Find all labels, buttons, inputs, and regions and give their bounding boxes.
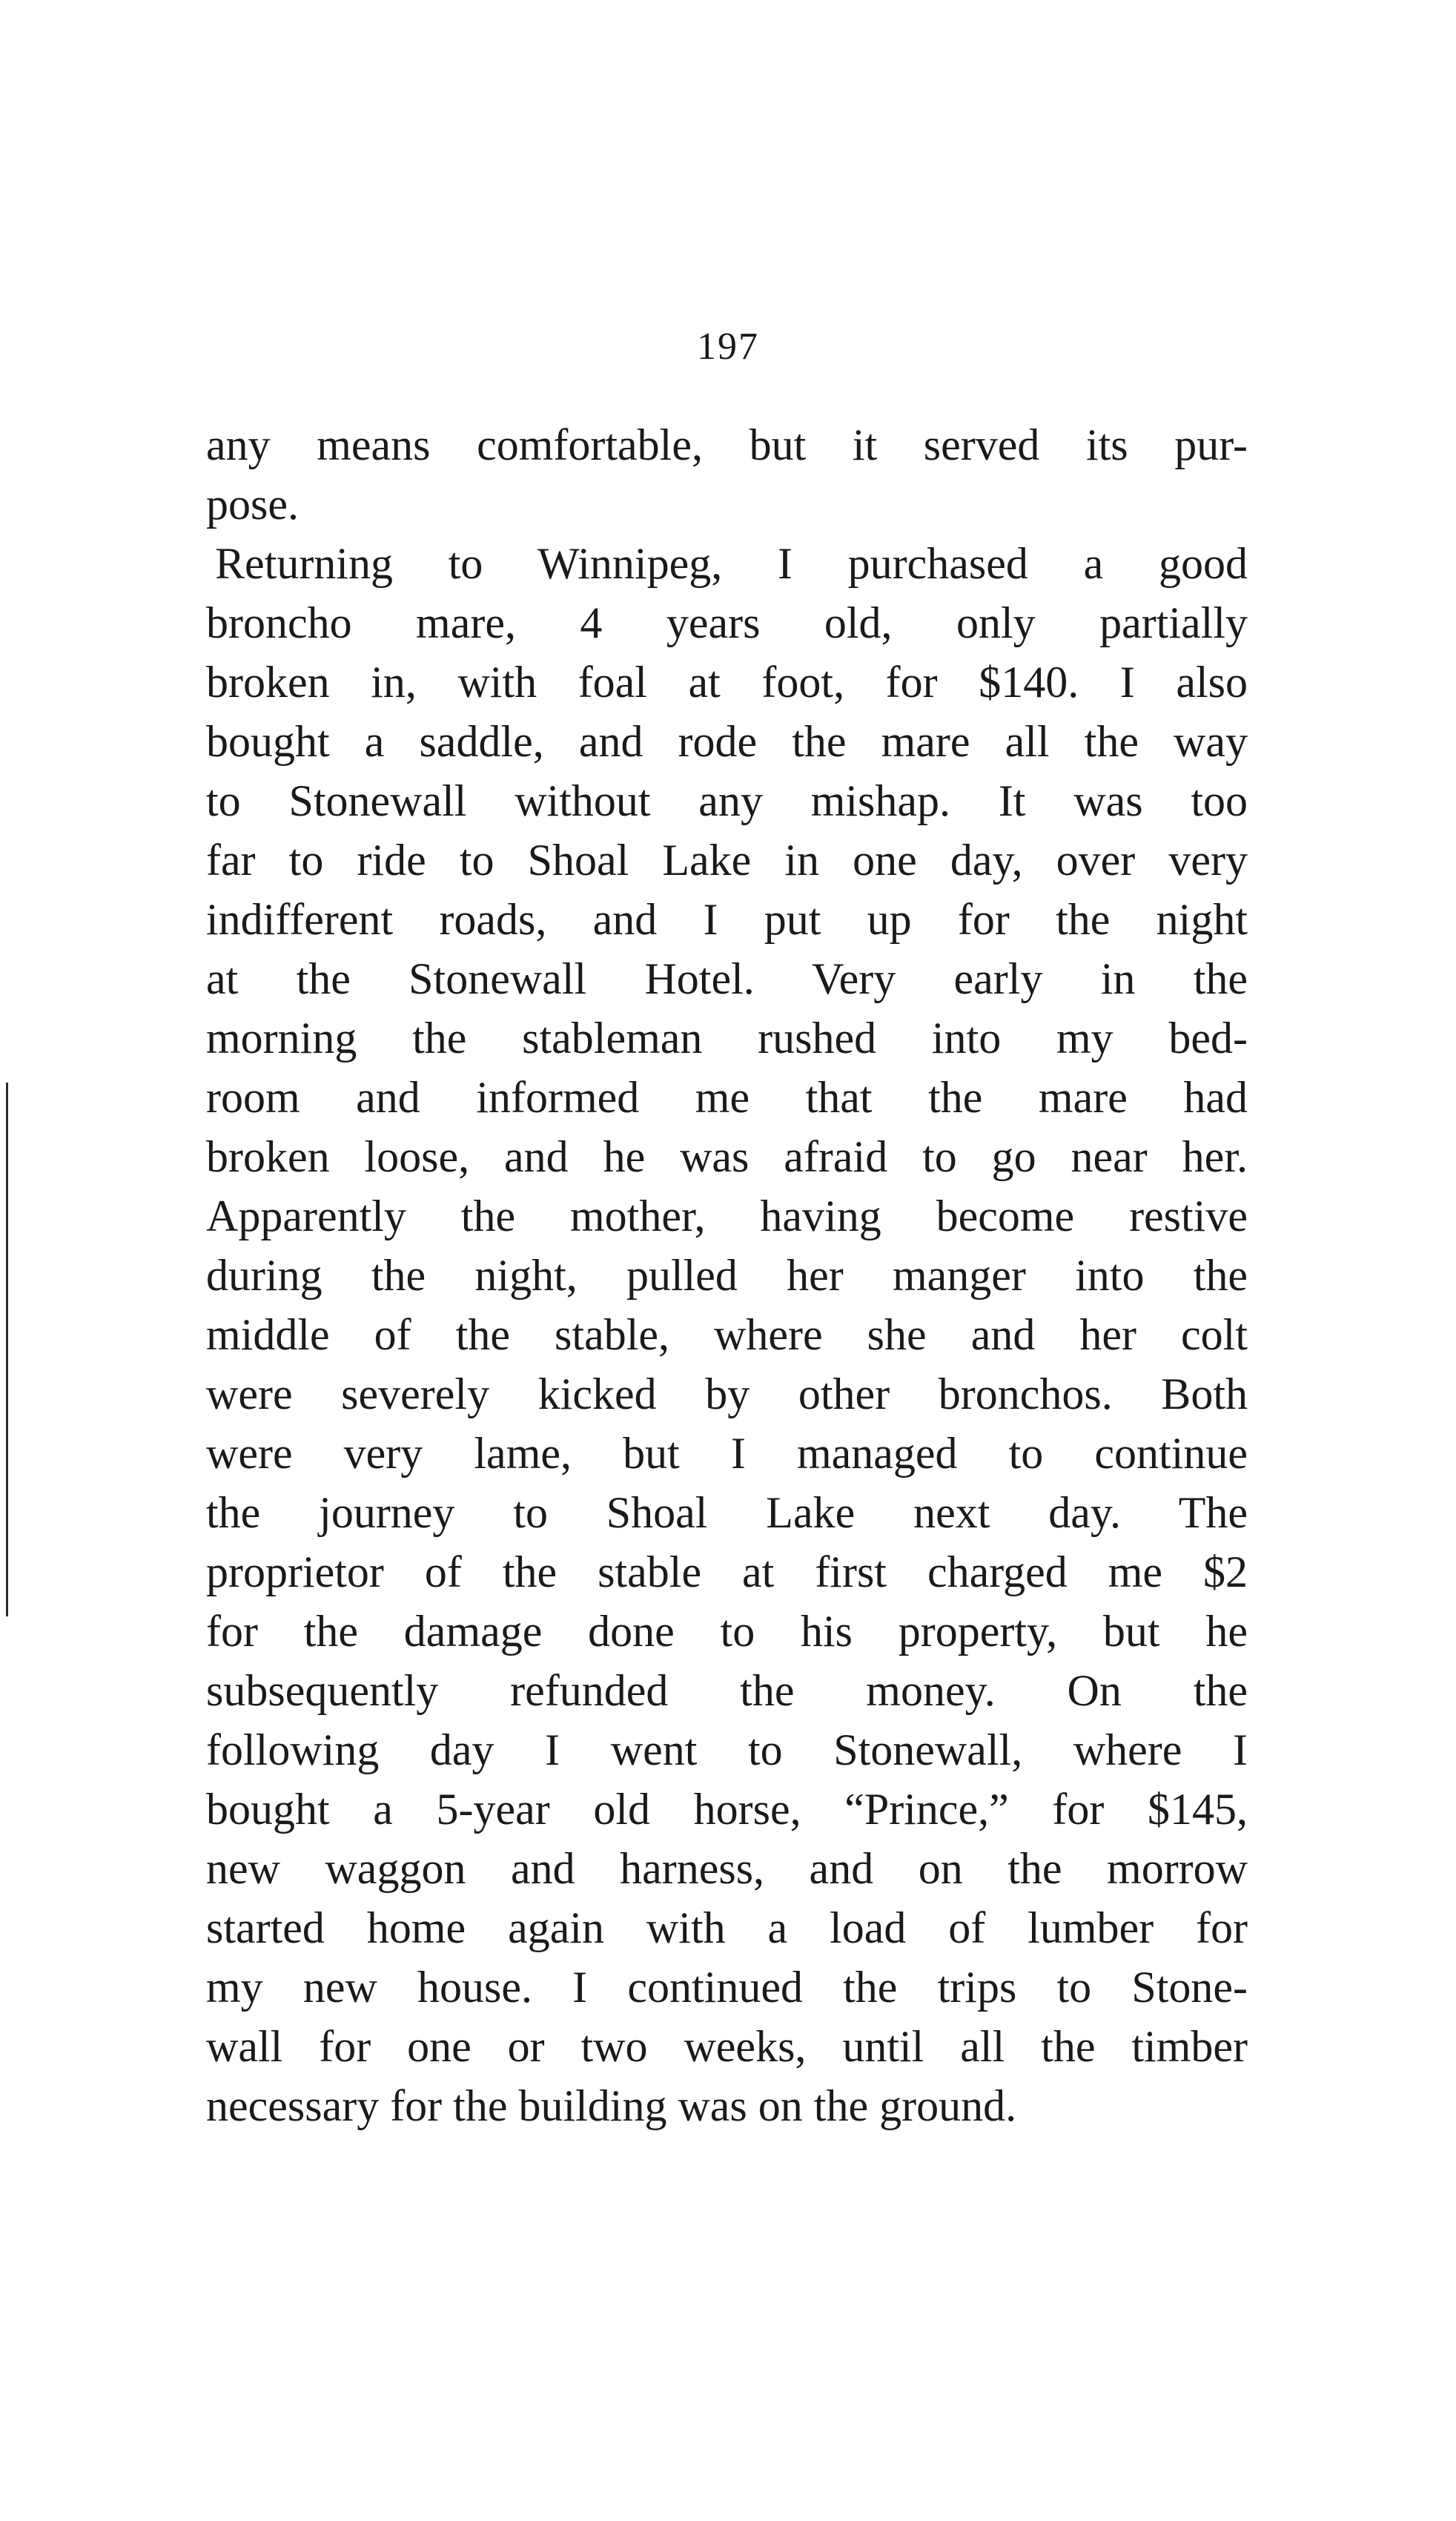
text-line: subsequently refunded the money. On the (206, 1666, 1248, 1715)
text-line: bought a 5-year old horse, “Prince,” for $145, (206, 1785, 1248, 1834)
text-line: broken in, with foal at foot, for $140. I also (206, 658, 1248, 707)
text-line: to Stonewall without any mishap. It was too (206, 776, 1248, 825)
text-line: any means comfortable, but it served its pur- (206, 420, 1248, 469)
text-line: at the Stonewall Hotel. Very early in the (206, 954, 1248, 1003)
text-line: during the night, pulled her manger into the (206, 1251, 1248, 1300)
text-line: for the damage done to his property, but he (206, 1607, 1248, 1656)
text-line: started home again with a load of lumber for (206, 1903, 1248, 1952)
scan-margin-line (6, 1083, 8, 1616)
text-line: my new house. I continued the trips to Stone- (206, 1963, 1248, 2012)
text-line: the journey to Shoal Lake next day. The (206, 1488, 1248, 1537)
text-line: proprietor of the stable at first charged me $2 (206, 1547, 1248, 1596)
text-line: far to ride to Shoal Lake in one day, over very (206, 836, 1248, 885)
text-line: were severely kicked by other bronchos. Both (206, 1369, 1248, 1418)
text-line: room and informed me that the mare had (206, 1073, 1248, 1122)
text-line: indifferent roads, and I put up for the night (206, 895, 1248, 944)
text-line: necessary for the building was on the ground. (206, 2081, 1017, 2130)
text-line: wall for one or two weeks, until all the timber (206, 2022, 1248, 2071)
text-line: following day I went to Stonewall, where I (206, 1725, 1248, 1774)
text-line: middle of the stable, where she and her colt (206, 1310, 1248, 1359)
text-line: broncho mare, 4 years old, only partially (206, 598, 1248, 647)
text-line: new waggon and harness, and on the morrow (206, 1844, 1248, 1893)
text-line: Returning to Winnipeg, I purchased a good (215, 539, 1248, 588)
text-line: broken loose, and he was afraid to go near her. (206, 1132, 1248, 1181)
page-number: 197 (697, 326, 759, 368)
text-line: bought a saddle, and rode the mare all the way (206, 717, 1248, 766)
text-line: were very lame, but I managed to continue (206, 1429, 1248, 1478)
text-line: Apparently the mother, having become restive (206, 1192, 1248, 1240)
text-line: morning the stableman rushed into my bed- (206, 1014, 1248, 1063)
text-line: pose. (206, 480, 299, 529)
body-text (206, 415, 1248, 2135)
